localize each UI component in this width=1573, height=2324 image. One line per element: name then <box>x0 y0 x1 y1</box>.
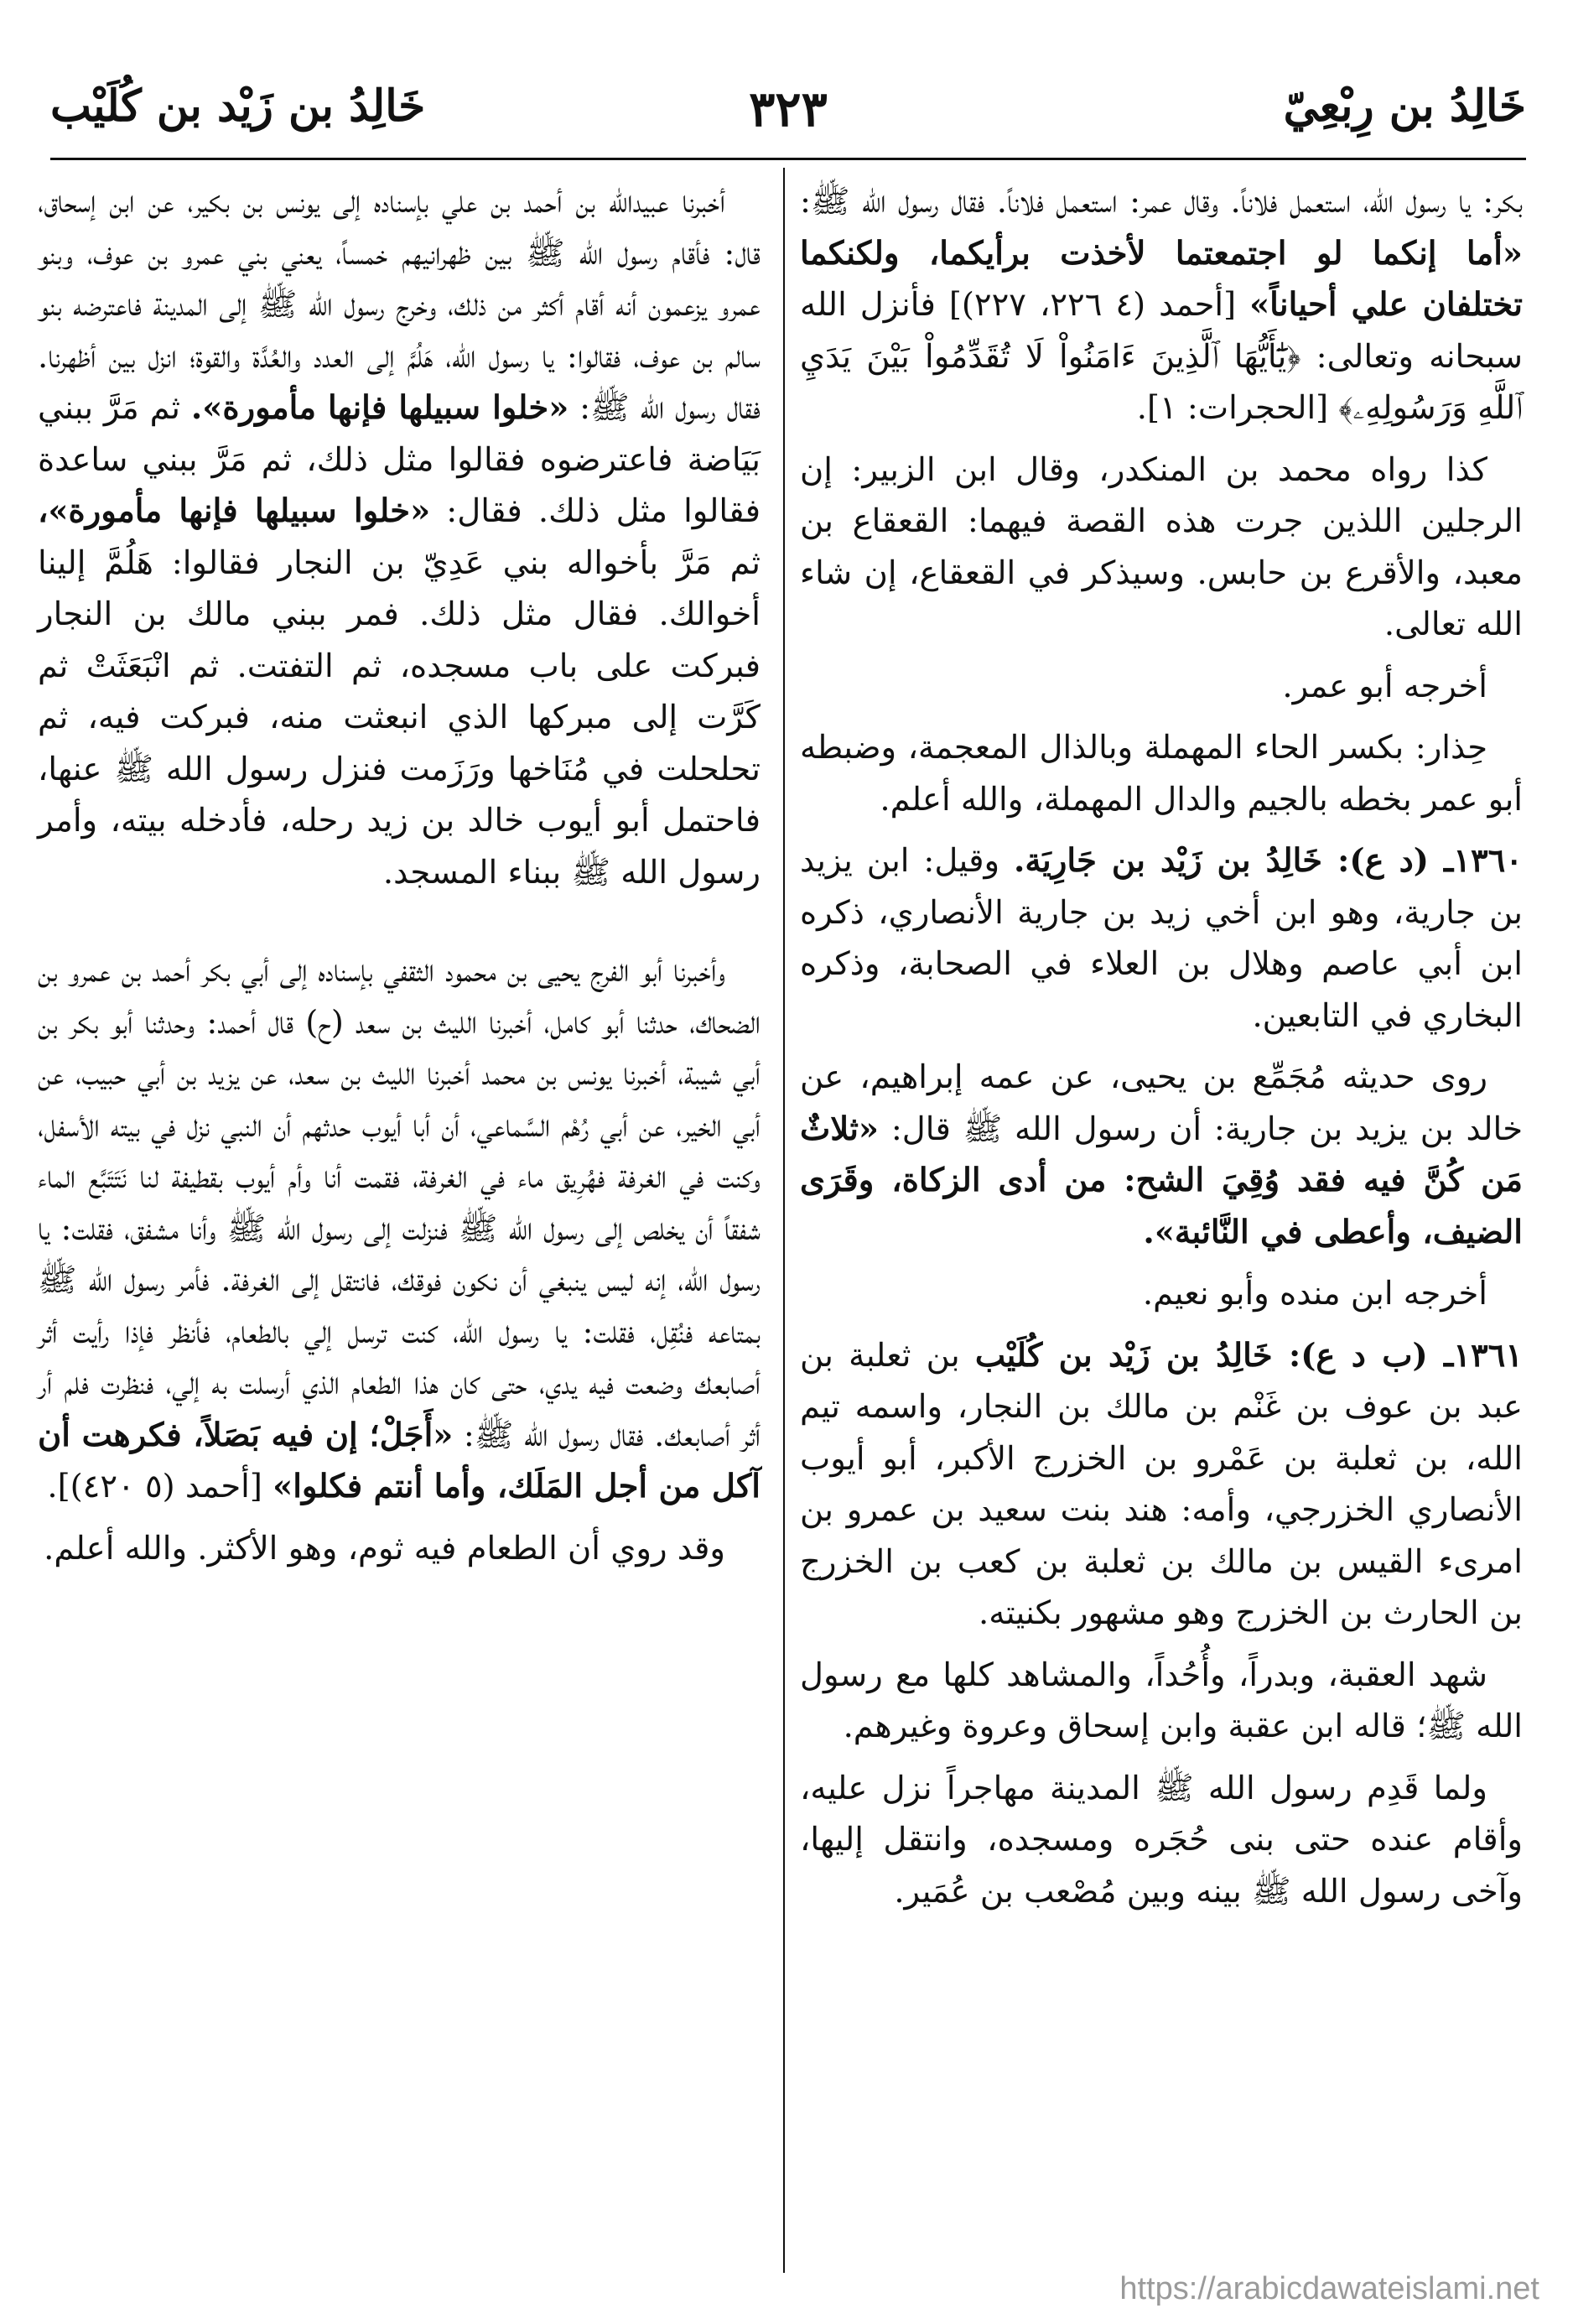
text: ثم مَرَّ بأخواله بني عَدِيّ بن النجار فقالوا: هَلُمَّ إلينا أخوالك. فقال مثل ذلك. فمر ببني مالك بن النجار فبركت على باب مسجده، ثم التفتت. ثم انْبَعَثَتْ ثم كَرَّت إلى مبركها الذي انبعثت منه، فبركت فيه، ثم تحلحلت في مُنَاخها ورَزَمت فنزل رسول الله ﷺ عنها، فاحتمل أبو أيوب خالد بن زيد رحله، فأدخله بيته، وأمر رسول الله ﷺ ببناء المسجد. <box>38 543 761 892</box>
text: أخبرنا عبيدالله بن أحمد بن علي بإسناده إلى يونس بن بكير، عن ابن إسحاق، قال: فأقام رسول الله ﷺ بين ظهرانيهم خمساً، يعني بني عمرو بن عوف، وبنو عمرو يزعمون أنه أقام أكثر من ذلك، وخرج رسول الله ﷺ إلى المدينة فاعترضه بنو سالم بن عوف، فقالوا: يا رسول الله، هَلُمَّ إلى العدد والعُدَّة والقوة؛ انزل بين أظهرنا. فقال رسول الله ﷺ: <box>38 183 761 427</box>
column-divider <box>783 168 785 2273</box>
entry-heading: ١٣٦١ـ (ب د ع): خَالِدُ بن زَيْد بن كُلَيْب <box>974 1336 1523 1375</box>
running-title-right: خَالِدُ بن رِبْعِيّ <box>1283 81 1526 132</box>
section-gap <box>38 908 761 945</box>
paragraph <box>38 176 761 898</box>
text: [أحمد (٤ ٢٢٦، ٢٢٧)] فأنزل الله سبحانه وتعالى: ﴿يَٰٓأَيُّهَا ٱلَّذِينَ ءَامَنُواْ لَا تُقَدِّمُواْ بَيْنَ يَدَيِ ٱللَّهِ وَرَسُولِهِۦ﴾ [الحجرات: ١]. <box>800 286 1523 427</box>
page-number: ٣٢٣ <box>749 81 828 138</box>
paragraph: ولما قَدِم رسول الله ﷺ المدينة مهاجراً نزل عليه، وأقام عنده حتى بنى حُجَره ومسجده، وانتقل إليها، وآخى رسول الله ﷺ بينه وبين مُصْعب بن عُمَير. <box>800 1769 1523 1911</box>
hadith-quote: «ثلاثٌ مَن كُنَّ فيه فقد وُقِيَ الشح: من أدى الزكاة، وقَرَى الضيف، وأعطى في النَّائبة». <box>800 1110 1523 1251</box>
entry-1360 <box>800 835 1523 1042</box>
text: بكر: يا رسول الله، استعمل فلاناً. وقال عمر: استعمل فلاناً. فقال رسول الله ﷺ: <box>800 183 1523 221</box>
watermark-url: https://arabicdawateislami.net <box>1119 2271 1539 2306</box>
paragraph: كذا رواه محمد بن المنكدر، وقال ابن الزبير: إن الرجلين اللذين جرت هذه القصة فيهما: القعقاع بن معبد، والأقرع بن حابس. وسيذكر في القعقاع، إن شاء الله تعالى. <box>800 450 1523 643</box>
hadith-quote: «أَجَلْ؛ إن فيه بَصَلاً، فكرهت أن آكل من أجل المَلَك، وأما أنتم فكلوا» <box>38 1416 761 1505</box>
paragraph <box>800 1052 1523 1258</box>
page-header <box>50 81 1526 148</box>
text: وأخبرنا أبو الفرج يحيى بن محمود الثقفي بإسناده إلى أبي بكر أحمد بن عمرو بن الضحاك، حدثنا أبو كامل، أخبرنا الليث بن سعد (ح) قال أحمد: وحدثنا أبو بكر بن أبي شيبة، أخبرنا يونس بن محمد أخبرنا الليث بن سعد، عن يزيد بن أبي حبيب، عن أبي الخير، عن أبي رُهْم السَّماعي، أن أبا أيوب حدثهم أن النبي نزل في بيته الأسفل، وكنت في الغرفة فهُرِيق ماء في الغرفة، فقمت أنا وأم أيوب بقطيفة لنا نَتَتَبَّع الماء شفقاً أن يخلص إلى رسول الله ﷺ فنزلت إلى رسول الله ﷺ وأنا مشفق، فقلت: يا رسول الله، إنه ليس ينبغي أن نكون فوقك، فانتقل إلى الغرفة. فأمر رسول الله ﷺ بمتاعه فنُقِل، فقلت: يا رسول الله، كنت ترسل إلي بالطعام، فأنظر فإذا رأيت أثر أصابعك وضعت فيه يدي، حتى كان هذا الطعام الذي أرسلت به إلي، فنظرت فلم أر أثر أصابعك. فقال رسول الله ﷺ: <box>38 952 761 1454</box>
paragraph: أخرجه ابن منده وأبو نعيم. <box>1142 1275 1487 1313</box>
paragraph: أخرجه أبو عمر. <box>1282 667 1487 705</box>
paragraph: شهد العقبة، وبدراً، وأُحُداً، والمشاهد كلها مع رسول الله ﷺ؛ قاله ابن عقبة وابن إسحاق وعروة وغيرهم. <box>800 1656 1523 1745</box>
paragraph <box>38 945 761 1513</box>
paragraph <box>800 176 1523 434</box>
text: ثم مَرَّ ببني بَيَاضة فاعترضوه فقالوا مثل ذلك، ثم مَرَّ ببني ساعدة فقالوا مثل ذلك. فقال: <box>38 389 761 530</box>
paragraph: حِذار: بكسر الحاء المهملة وبالذال المعجمة، وضبطه أبو عمر بخطه بالجيم والدال المهملة، والله أعلم. <box>800 729 1523 819</box>
hadith-quote: «خلوا سبيلها فإنها مأمورة». <box>190 389 569 427</box>
entry-1361 <box>800 1330 1523 1640</box>
entry-body: وقيل: ابن يزيد بن جارية، وهو ابن أخي زيد بن جارية الأنصاري، ذكره ابن أبي عاصم وهلال بن العلاء في الصحابة، وذكره البخاري في التابعين. <box>800 842 1523 1035</box>
running-title-left: خَالِدُ بن زَيْد بن كُلَيْب <box>50 81 426 132</box>
text: [أحمد (٥ ٤٢٠)]. <box>47 1468 262 1505</box>
text: روى حديثه مُجَمِّع بن يحيى، عن عمه إبراهيم، عن خالد بن يزيد بن جارية: أن رسول الله ﷺ قال: <box>800 1058 1523 1148</box>
left-column <box>38 176 761 1584</box>
hadith-quote: «خلوا سبيلها فإنها مأمورة»، <box>38 492 431 530</box>
entry-heading: ١٣٦٠ـ (د ع): خَالِدُ بن زَيْد بن جَارِيَة. <box>1014 842 1523 880</box>
right-column <box>800 176 1523 1927</box>
hadith-quote: «أما إنكما لو اجتمعتما لأخذت برأيكما، ولكنكما تختلفان علي أحياناً» <box>800 234 1523 324</box>
header-rule <box>50 158 1526 160</box>
paragraph: وقد روي أن الطعام فيه ثوم، وهو الأكثر. والله أعلم. <box>44 1529 725 1568</box>
entry-body: بن ثعلبة بن عبد بن عوف بن غَنْم بن مالك بن النجار، واسمه تيم الله، بن ثعلبة بن عَمْرو بن الخزرج الأكبر، أبو أيوب الأنصاري الخزرجي، وأمه: هند بنت سعيد بن عمرو بن امرىء القيس بن مالك بن ثعلبة بن كعب بن الخزرج بن الحارث بن الخزرج وهو مشهور بكنيته. <box>800 1336 1523 1632</box>
